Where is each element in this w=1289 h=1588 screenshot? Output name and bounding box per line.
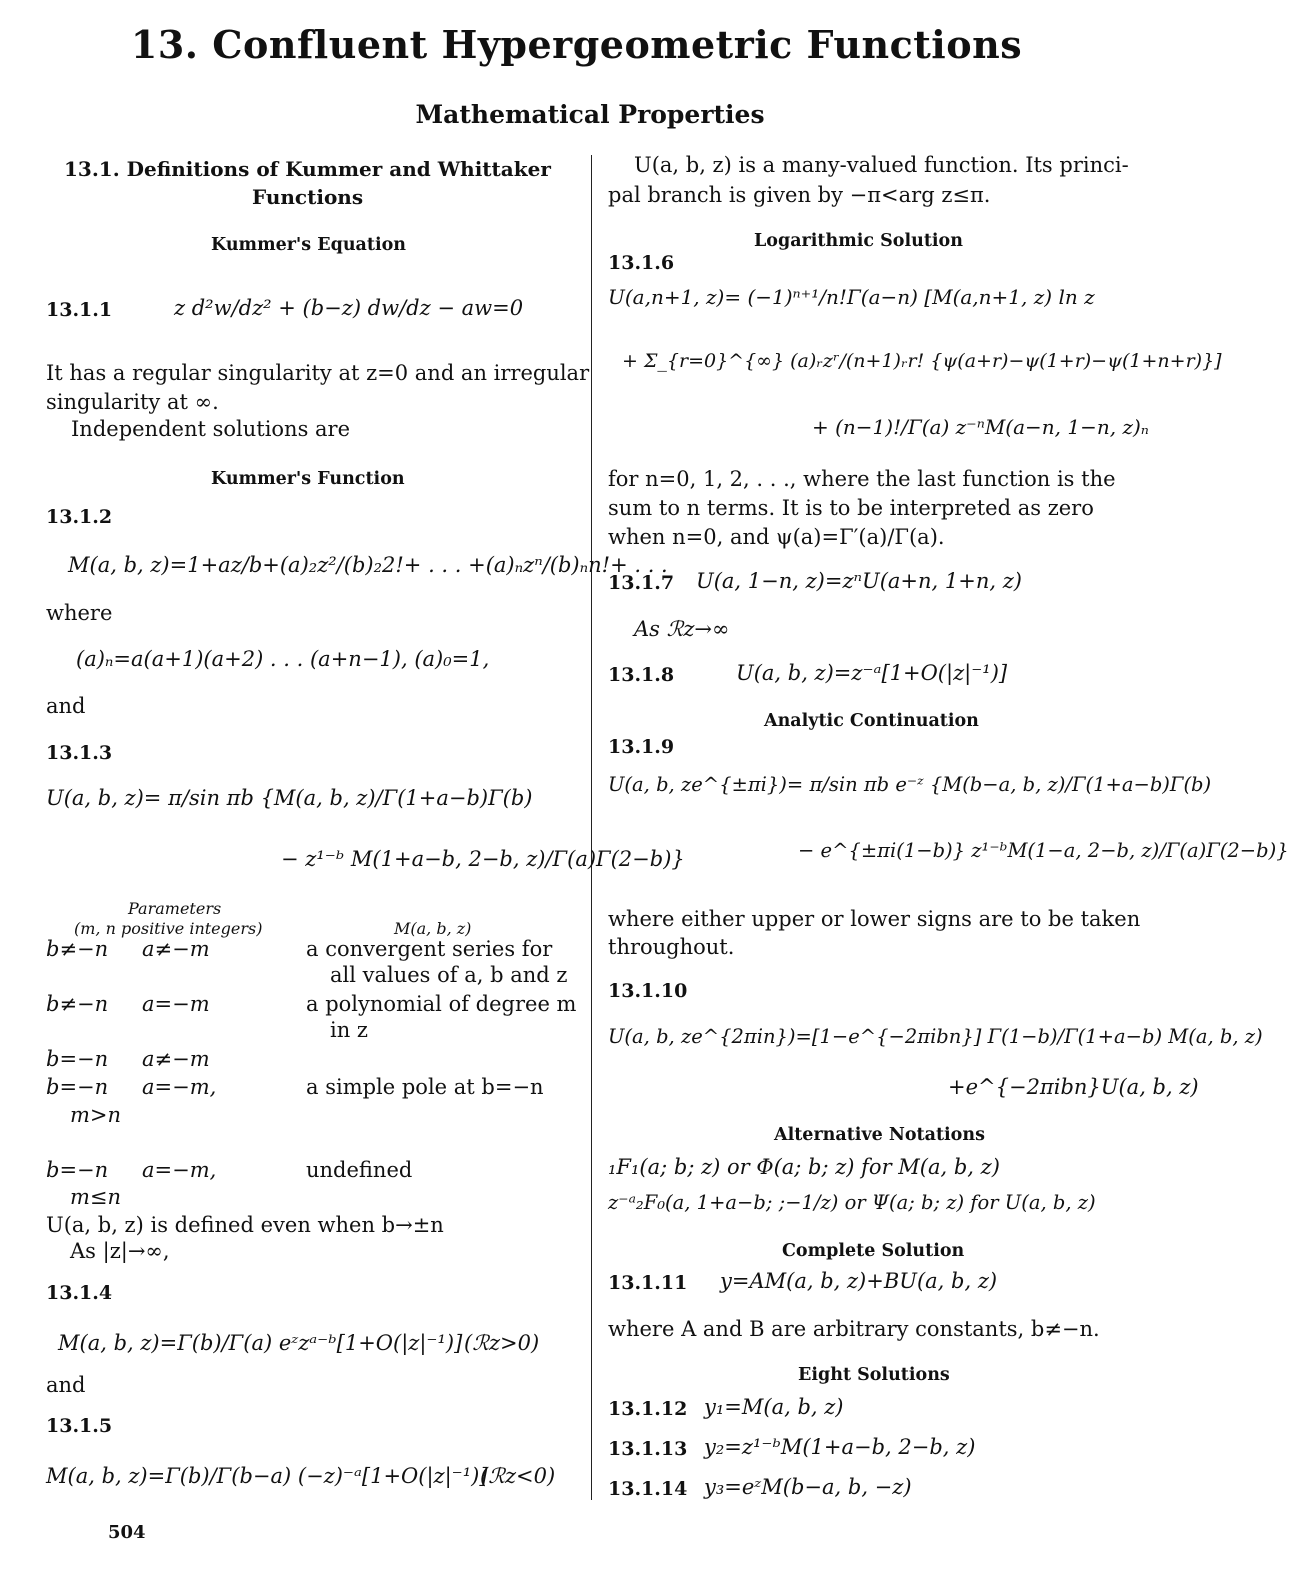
row5-b: b=−n [46, 1158, 109, 1182]
eq-1316-number: 13.1.6 [608, 252, 675, 274]
row4-desc: a simple pole at b=−n [306, 1075, 544, 1099]
u-defined-text: U(a, b, z) is defined even when b→±n [46, 1213, 444, 1237]
paragraph-either-1: where either upper or lower signs are to be taken [608, 907, 1141, 931]
eq-1313-formula-2: − z¹⁻ᵇ M(1+a−b, 2−b, z)/Γ(a)Γ(2−b)} [281, 847, 685, 871]
eq-1317-number: 13.1.7 [608, 572, 675, 594]
eq-1318-number: 13.1.8 [608, 664, 675, 686]
eq-1316-formula-1: U(a,n+1, z)= (−1)ⁿ⁺¹/n!Γ(a−n) [M(a,n+1, z) ln z [608, 285, 1095, 309]
row5-desc: undefined [306, 1158, 413, 1182]
paragraph-singularity-2: singularity at ∞. [46, 390, 219, 414]
eq-1314-condition: (ℛz>0) [464, 1331, 540, 1355]
row1-desc-2: all values of a, b and z [330, 963, 568, 987]
row2-desc-1: a polynomial of degree m [306, 992, 577, 1016]
heading-logarithmic-solution: Logarithmic Solution [754, 231, 963, 251]
eq-1311-number: 13.1.1 [46, 299, 113, 321]
eq-13110-number: 13.1.10 [608, 980, 688, 1002]
paragraph-either-2: throughout. [608, 935, 735, 959]
eq-1316-formula-2: + Σ_{r=0}^{∞} (a)ᵣzʳ/(n+1)ᵣr! {ψ(a+r)−ψ(1+r)−ψ(1+n+r)}] [622, 350, 1222, 372]
eq-13111-formula: y=AM(a, b, z)+BU(a, b, z) [720, 1269, 998, 1293]
row2-b: b≠−n [46, 992, 109, 1016]
eq-1319-formula-2: − e^{±πi(1−b)} z¹⁻ᵇM(1−a, 2−b, z)/Γ(a)Γ(2−b)} [798, 839, 1289, 862]
eq-1313-number: 13.1.3 [46, 742, 113, 764]
row5-condition: m≤n [70, 1185, 122, 1209]
paragraph-for-n-3: when n=0, and ψ(a)=Γ′(a)/Γ(a). [608, 525, 945, 549]
eq-1315-formula: M(a, b, z)=Γ(b)/Γ(b−a) (−z)⁻ᵃ[1+O(|z|⁻¹)] [46, 1464, 488, 1488]
eq-1316-formula-3: + (n−1)!/Γ(a) z⁻ⁿM(a−n, 1−n, z)ₙ [812, 415, 1149, 439]
as-rz-infinity: As ℛz→∞ [634, 617, 730, 641]
heading-analytic-continuation: Analytic Continuation [764, 711, 979, 731]
eq-13112-number: 13.1.12 [608, 1398, 688, 1420]
table-header-integers: (m, n positive integers) [74, 919, 263, 938]
row4-b: b=−n [46, 1075, 109, 1099]
eq-1315-number: 13.1.5 [46, 1415, 113, 1437]
column-divider [591, 155, 592, 1500]
paragraph-arbitrary-constants: where A and B are arbitrary constants, b≠−n. [608, 1317, 1100, 1341]
row3-a: a≠−m [142, 1047, 210, 1071]
section-131-title-cont: Functions [252, 185, 364, 209]
eq-13113-formula: y₂=z¹⁻ᵇM(1+a−b, 2−b, z) [704, 1435, 976, 1459]
heading-eight-solutions: Eight Solutions [798, 1365, 950, 1385]
row4-a: a=−m, [142, 1075, 217, 1099]
row2-desc-2: in z [330, 1018, 368, 1042]
eq-1319-formula-1: U(a, b, ze^{±πi})= π/sin πb e⁻ᶻ {M(b−a, b, z)/Γ(1+a−b)Γ(b) [608, 773, 1212, 796]
row1-a: a≠−m [142, 937, 210, 961]
eq-13112-formula: y₁=M(a, b, z) [704, 1395, 844, 1419]
table-header-m: M(a, b, z) [394, 919, 472, 938]
alt-notation-1: ₁F₁(a; b; z) or Φ(a; b; z) for M(a, b, z) [608, 1155, 1000, 1179]
row1-b: b≠−n [46, 937, 109, 961]
chapter-title: 13. Confluent Hypergeometric Functions [130, 22, 1023, 67]
eq-1318-formula: U(a, b, z)=z⁻ᵃ[1+O(|z|⁻¹)] [736, 661, 1008, 685]
heading-alternative-notations: Alternative Notations [774, 1125, 985, 1145]
pochhammer-definition: (a)ₙ=a(a+1)(a+2) . . . (a+n−1), (a)₀=1, [76, 647, 490, 671]
as-z-infinity: As |z|→∞, [70, 1239, 170, 1263]
eq-1317-formula: U(a, 1−n, z)=zⁿU(a+n, 1+n, z) [696, 569, 1022, 593]
page-number: 504 [108, 1522, 146, 1543]
row2-a: a=−m [142, 992, 210, 1016]
paragraph-singularity-3: Independent solutions are [71, 417, 351, 441]
alt-notation-2: z⁻ᵃ₂F₀(a, 1+a−b; ;−1/z) or Ψ(a; b; z) for U(a, b, z) [608, 1191, 1096, 1214]
heading-kummer-function: Kummer's Function [211, 469, 405, 489]
eq-13110-formula-2: +e^{−2πibn}U(a, b, z) [948, 1075, 1199, 1099]
eq-1314-number: 13.1.4 [46, 1282, 113, 1304]
paragraph-for-n-1: for n=0, 1, 2, . . ., where the last function is the [608, 467, 1116, 491]
heading-kummer-equation: Kummer's Equation [211, 235, 407, 255]
heading-complete-solution: Complete Solution [782, 1241, 965, 1261]
text-and-2: and [46, 1373, 86, 1397]
eq-1319-number: 13.1.9 [608, 736, 675, 758]
eq-1312-formula: M(a, b, z)=1+az/b+(a)₂z²/(b)₂2!+ . . . +(a)ₙzⁿ/(b)ₙn!+ . . . [68, 553, 668, 577]
eq-1313-formula-1: U(a, b, z)= π/sin πb {M(a, b, z)/Γ(1+a−b)Γ(b) [46, 786, 533, 810]
eq-13110-formula-1: U(a, b, ze^{2πin})=[1−e^{−2πibn}] Γ(1−b)/Γ(1+a−b) M(a, b, z) [608, 1025, 1263, 1048]
eq-1314-formula: M(a, b, z)=Γ(b)/Γ(a) eᶻzᵃ⁻ᵇ[1+O(|z|⁻¹)] [58, 1331, 463, 1355]
row1-desc-1: a convergent series for [306, 937, 553, 961]
eq-13114-number: 13.1.14 [608, 1478, 688, 1500]
paragraph-singularity-1: It has a regular singularity at z=0 and an irregular [46, 361, 590, 385]
text-and-1: and [46, 694, 86, 718]
row5-a: a=−m, [142, 1158, 217, 1182]
eq-13114-formula: y₃=eᶻM(b−a, b, −z) [704, 1475, 912, 1499]
eq-1312-number: 13.1.2 [46, 506, 113, 528]
text-where: where [46, 601, 113, 625]
eq-1315-condition: (ℛz<0) [480, 1464, 556, 1488]
eq-1311-formula: z d²w/dz² + (b−z) dw/dz − aw=0 [174, 296, 524, 320]
section-131-title: 13.1. Definitions of Kummer and Whittaker [64, 157, 551, 181]
row4-condition: m>n [70, 1103, 122, 1127]
table-header-parameters: Parameters [128, 899, 222, 918]
section-title: Mathematical Properties [415, 100, 765, 129]
paragraph-for-n-2: sum to n terms. It is to be interpreted as zero [608, 496, 1094, 520]
paragraph-many-valued-1: U(a, b, z) is a many-valued function. Its princi- [634, 153, 1129, 177]
paragraph-many-valued-2: pal branch is given by −π<arg z≤π. [608, 183, 991, 207]
eq-13113-number: 13.1.13 [608, 1438, 688, 1460]
eq-13111-number: 13.1.11 [608, 1272, 688, 1294]
row3-b: b=−n [46, 1047, 109, 1071]
